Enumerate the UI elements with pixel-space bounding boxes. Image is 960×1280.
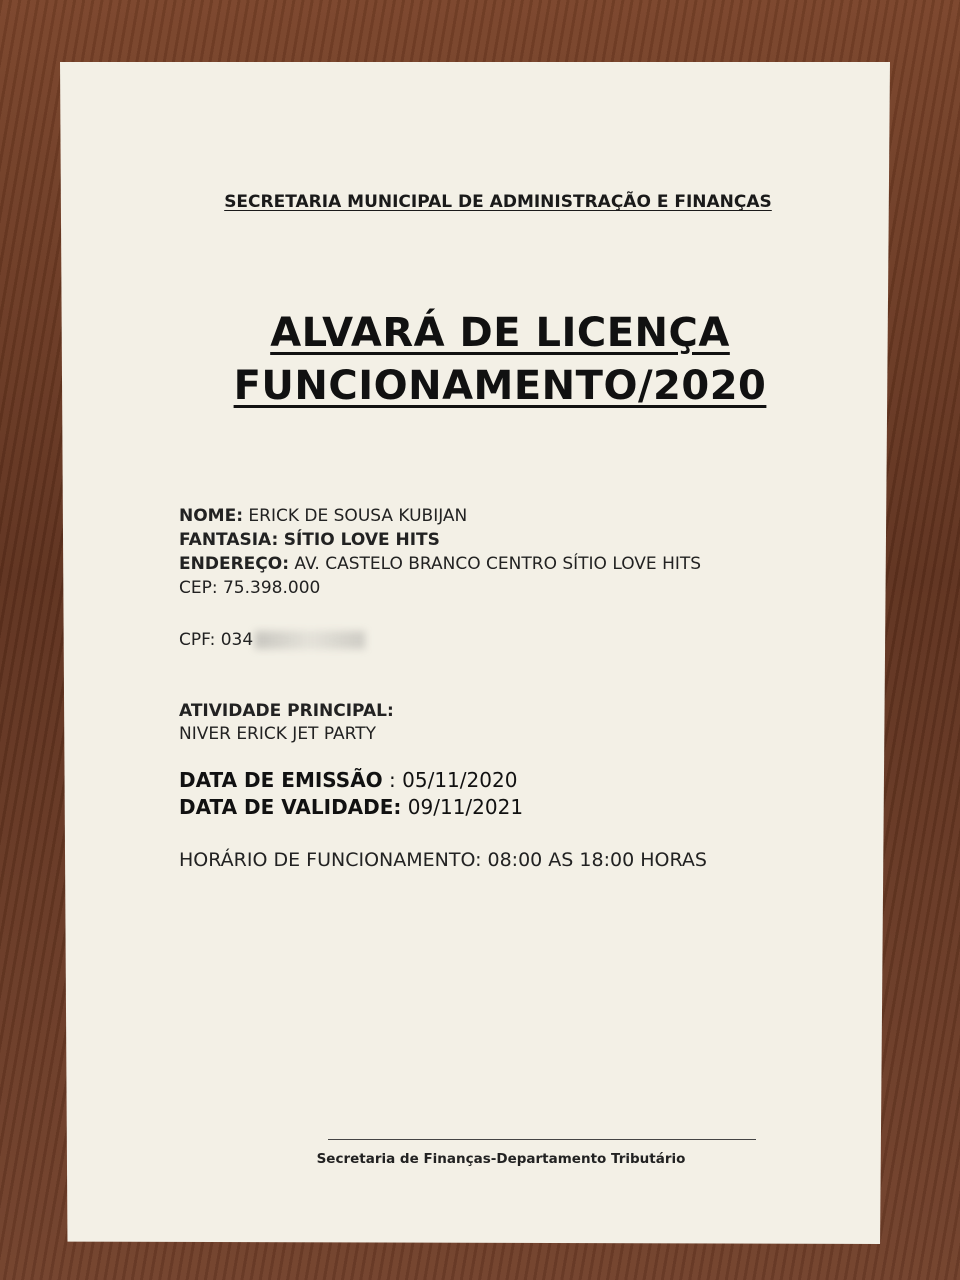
document-title-line2: FUNCIONAMENTO/2020 [233,363,767,409]
fantasia-field [179,530,440,550]
cpf-redaction [255,631,365,649]
validade-label: DATA DE VALIDADE: [179,795,402,819]
cpf-field [179,630,365,650]
atividade-label-text: ATIVIDADE PRINCIPAL: [179,701,394,721]
horario-field: HORÁRIO DE FUNCIONAMENTO: 08:00 AS 18:00 HORAS [179,849,707,871]
atividade-label [179,701,394,721]
endereco-field [179,554,701,574]
cep-field: CEP: 75.398.000 [179,578,321,598]
cpf-label: CPF: [179,630,216,650]
validade-field [179,795,523,819]
document-footer: Secretaria de Finanças-Departamento Tributário [316,1151,686,1167]
signature-line [328,1139,756,1140]
atividade-value: NIVER ERICK JET PARTY [179,724,376,744]
cpf-value: 034 [220,630,254,650]
endereco-label: ENDEREÇO: [179,554,289,574]
validade-value: 09/11/2021 [407,795,524,819]
nome-value: ERICK DE SOUSA KUBIJAN [248,506,468,526]
nome-field [179,506,467,526]
fantasia-value: SÍTIO LOVE HITS [283,530,440,550]
fantasia-label: FANTASIA: [179,530,279,550]
endereco-value: AV. CASTELO BRANCO CENTRO SÍTIO LOVE HITS [294,554,702,574]
emissao-field [179,768,517,792]
document-title-line1: ALVARÁ DE LICENÇA [270,310,730,356]
emissao-value: : 05/11/2020 [389,768,518,792]
nome-label: NOME: [179,506,244,526]
emissao-label: DATA DE EMISSÃO [179,768,383,792]
document-paper [60,62,890,1244]
document-header: SECRETARIA MUNICIPAL DE ADMINISTRAÇÃO E FINANÇAS [224,192,772,212]
